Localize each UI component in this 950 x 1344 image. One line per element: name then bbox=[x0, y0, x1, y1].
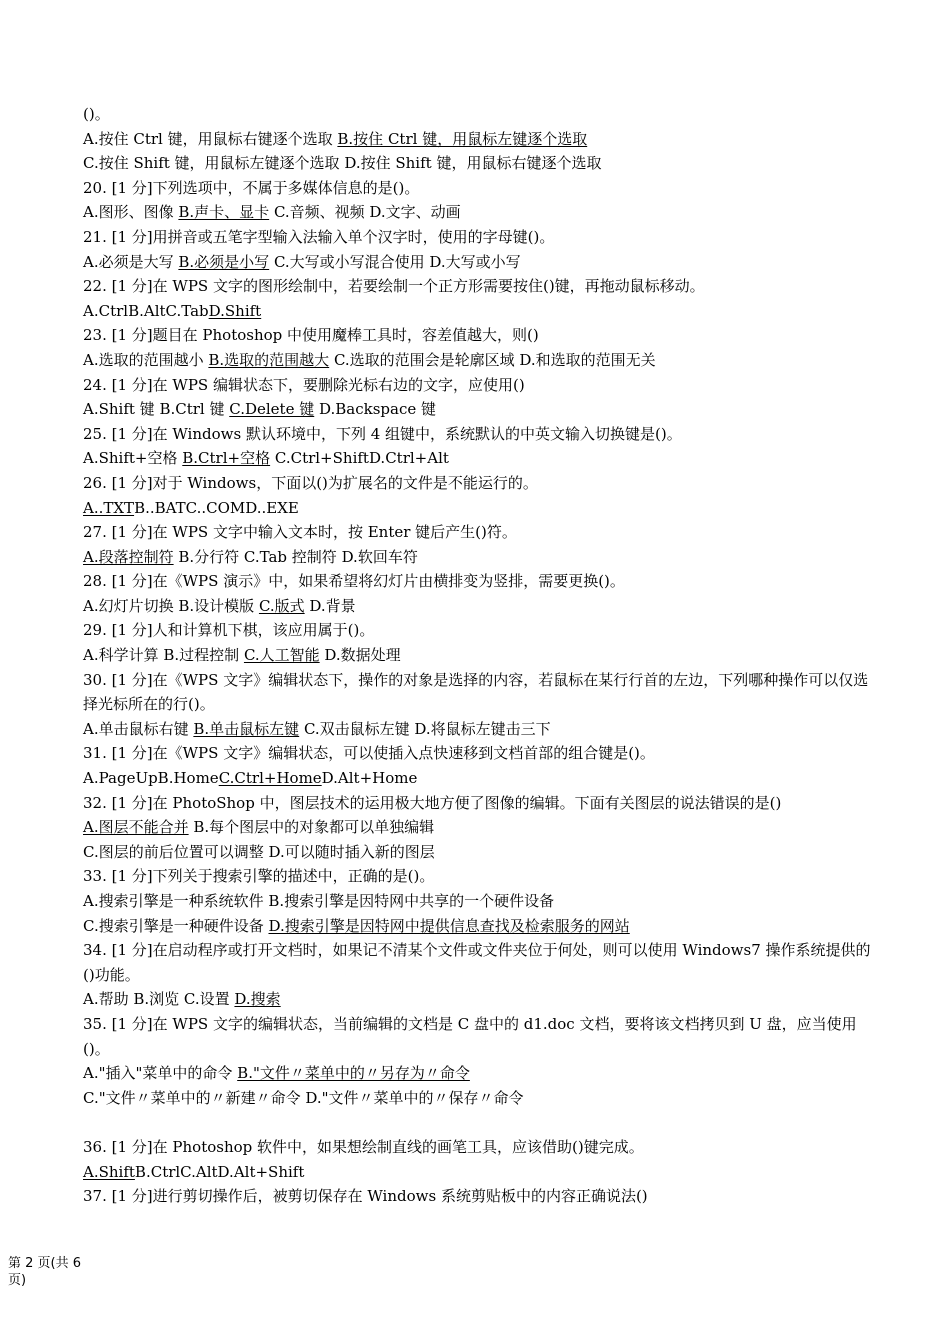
text-line bbox=[83, 102, 873, 127]
text-line bbox=[83, 274, 873, 299]
line-text: 30. [1 分]在《WPS 文字》编辑状态下，操作的对象是选择的内容，若鼠标在某行行首的左边，下列哪种操作可以仅选择光标所在的行()。 bbox=[83, 670, 869, 714]
line-text: 32. [1 分]在 PhotoShop 中，图层技术的运用极大地方便了图像的编辑。下面有关图层的说法错误的是() bbox=[83, 793, 782, 812]
answer-text: B.Ctrl+空格 bbox=[182, 449, 271, 468]
line-text: 27. [1 分]在 WPS 文字中输入文本时，按 Enter 键后产生()符。 bbox=[83, 523, 517, 542]
line-text: D.Alt+Home bbox=[321, 769, 418, 788]
answer-text: C.Delete 键 bbox=[229, 400, 315, 419]
text-line bbox=[83, 914, 873, 939]
line-text: A.单击鼠标右键 bbox=[83, 719, 194, 738]
answer-text: C.人工智能 bbox=[243, 646, 320, 665]
text-line bbox=[83, 643, 873, 668]
text-line bbox=[83, 446, 873, 471]
line-text: 23. [1 分]题目在 Photoshop 中使用魔棒工具时，容差值越大，则() bbox=[83, 326, 539, 345]
text-line bbox=[83, 299, 873, 324]
text-line bbox=[83, 373, 873, 398]
text-line bbox=[83, 225, 873, 250]
answer-text: C.版式 bbox=[258, 596, 305, 615]
page-number-label-continued: 页) bbox=[8, 1273, 27, 1288]
line-text: 34. [1 分]在启动程序或打开文档时，如果记不清某个文件或文件夹位于何处，则可以使用 Windows7 操作系统提供的()功能。 bbox=[83, 941, 871, 984]
text-line bbox=[83, 200, 873, 225]
text-line bbox=[83, 250, 873, 275]
line-text: 21. [1 分]用拼音或五笔字型输入法输入单个汉字时，使用的字母键()。 bbox=[83, 227, 555, 246]
line-text: C."文件〃菜单中的〃新建〃命令 D."文件〃菜单中的〃保存〃命令 bbox=[83, 1088, 524, 1107]
text-line bbox=[83, 545, 873, 570]
line-text: C.搜索引擎是一种硬件设备 bbox=[83, 916, 269, 935]
text-line bbox=[83, 938, 873, 987]
text-line bbox=[83, 594, 873, 619]
line-text: B.每个图层中的对象都可以单独编辑 bbox=[188, 818, 435, 837]
answer-text: B.按住 Ctrl 键，用鼠标左键逐个选取 bbox=[337, 129, 588, 148]
line-text: B.分行符 C.Tab 控制符 D.软回车符 bbox=[173, 547, 418, 566]
line-text: C.图层的前后位置可以调整 D.可以随时插入新的图层 bbox=[83, 842, 435, 861]
answer-text: D.搜索引擎是因特网中提供信息查找及检索服务的网站 bbox=[268, 916, 630, 935]
line-text: C.选取的范围会是轮廓区域 D.和选取的范围无关 bbox=[329, 350, 656, 369]
answer-text: D.Shift bbox=[208, 301, 262, 320]
line-text: C.Ctrl+ShiftD.Ctrl+Alt bbox=[270, 449, 449, 468]
answer-text: A.图层不能合并 bbox=[83, 818, 189, 837]
line-text: B.CtrlC.AltD.Alt+Shift bbox=[134, 1162, 305, 1181]
text-line bbox=[83, 151, 873, 176]
document-body bbox=[83, 102, 873, 1209]
text-line bbox=[83, 348, 873, 373]
line-text: A."插入"菜单中的命令 bbox=[83, 1064, 238, 1083]
answer-text: C.Ctrl+Home bbox=[218, 769, 322, 788]
text-line bbox=[83, 840, 873, 865]
line-text: D.Backspace 键 bbox=[314, 400, 437, 419]
answer-text: B.声卡、显卡 bbox=[178, 203, 270, 222]
text-line bbox=[83, 1086, 873, 1111]
line-text: A.Shift 键 B.Ctrl 键 bbox=[83, 400, 230, 419]
text-line bbox=[83, 1012, 873, 1061]
line-text: 24. [1 分]在 WPS 编辑状态下，要删除光标右边的文字，应使用() bbox=[83, 375, 525, 394]
text-line bbox=[83, 1184, 873, 1209]
line-text: A.选取的范围越小 bbox=[83, 350, 209, 369]
text-line bbox=[83, 127, 873, 152]
line-text: A.图形、图像 bbox=[83, 203, 179, 222]
line-text: C.大写或小写混合使用 D.大写或小写 bbox=[269, 252, 521, 271]
text-line bbox=[83, 987, 873, 1012]
text-line bbox=[83, 815, 873, 840]
line-text: A.必须是大写 bbox=[83, 252, 179, 271]
text-line bbox=[83, 717, 873, 742]
line-text: D.背景 bbox=[304, 596, 356, 615]
line-text: A.CtrlB.AltC.Tab bbox=[83, 301, 209, 320]
line-text: 28. [1 分]在《WPS 演示》中，如果希望将幻灯片由横排变为竖排，需要更换()。 bbox=[83, 572, 625, 591]
answer-text: A.Shift bbox=[83, 1162, 135, 1181]
text-line bbox=[83, 569, 873, 594]
line-text: 26. [1 分]对于 Windows，下面以()为扩展名的文件是不能运行的。 bbox=[83, 473, 538, 492]
blank-line bbox=[83, 1110, 873, 1135]
text-line bbox=[83, 741, 873, 766]
text-line bbox=[83, 889, 873, 914]
line-text: A.按住 Ctrl 键，用鼠标右键逐个选取 bbox=[83, 129, 338, 148]
line-text: A.帮助 B.浏览 C.设置 bbox=[83, 990, 235, 1009]
text-line bbox=[83, 422, 873, 447]
text-line bbox=[83, 1061, 873, 1086]
answer-text: D.搜索 bbox=[234, 990, 281, 1009]
text-line bbox=[83, 1135, 873, 1160]
line-text: 36. [1 分]在 Photoshop 软件中，如果想绘制直线的画笔工具，应该借助()键完成。 bbox=[83, 1137, 644, 1156]
line-text: C.按住 Shift 键，用鼠标左键逐个选取 D.按住 Shift 键，用鼠标右键逐个选取 bbox=[83, 154, 602, 173]
line-text: 25. [1 分]在 Windows 默认环境中，下列 4 组键中，系统默认的中英文输入切换键是()。 bbox=[83, 424, 682, 443]
line-text: 31. [1 分]在《WPS 文字》编辑状态，可以使插入点快速移到文档首部的组合键是()。 bbox=[83, 744, 655, 763]
text-line bbox=[83, 520, 873, 545]
text-line bbox=[83, 864, 873, 889]
line-text: A.科学计算 B.过程控制 bbox=[83, 646, 244, 665]
text-line bbox=[83, 176, 873, 201]
text-line bbox=[83, 766, 873, 791]
text-line bbox=[83, 496, 873, 521]
line-text: 22. [1 分]在 WPS 文字的图形绘制中，若要绘制一个正方形需要按住()键，再拖动鼠标移动。 bbox=[83, 277, 705, 296]
page-footer bbox=[8, 1255, 98, 1289]
answer-text: A..TXT bbox=[83, 498, 135, 517]
text-line bbox=[83, 397, 873, 422]
answer-text: B.选取的范围越大 bbox=[208, 350, 330, 369]
line-text: ()。 bbox=[83, 105, 110, 123]
answer-text: B.必须是小写 bbox=[178, 252, 270, 271]
text-line bbox=[83, 471, 873, 496]
text-line bbox=[83, 323, 873, 348]
line-text: 37. [1 分]进行剪切操作后，被剪切保存在 Windows 系统剪贴板中的内容正确说法() bbox=[83, 1187, 648, 1206]
text-line bbox=[83, 668, 873, 717]
page-number-label: 第 2 页(共 6 bbox=[8, 1256, 82, 1271]
line-text: 35. [1 分]在 WPS 文字的编辑状态，当前编辑的文档是 C 盘中的 d1.doc 文档，要将该文档拷贝到 U 盘，应当使用()。 bbox=[83, 1014, 857, 1058]
text-line bbox=[83, 618, 873, 643]
line-text: C.双击鼠标左键 D.将鼠标左键击三下 bbox=[299, 719, 551, 738]
line-text: 29. [1 分]人和计算机下棋，该应用属于()。 bbox=[83, 621, 375, 640]
text-line bbox=[83, 1160, 873, 1185]
line-text: 20. [1 分]下列选项中，不属于多媒体信息的是()。 bbox=[83, 178, 420, 197]
line-text: A.PageUpB.Home bbox=[83, 769, 219, 788]
line-text: C.音频、视频 D.文字、动画 bbox=[269, 203, 461, 222]
line-text: 33. [1 分]下列关于搜索引擎的描述中，正确的是()。 bbox=[83, 867, 435, 886]
answer-text: A.段落控制符 bbox=[83, 547, 174, 566]
answer-text: B."文件〃菜单中的〃另存为〃命令 bbox=[237, 1064, 470, 1083]
line-text: A.Shift+空格 bbox=[83, 449, 183, 468]
line-text: D.数据处理 bbox=[319, 646, 401, 665]
line-text: A.幻灯片切换 B.设计模版 bbox=[83, 596, 259, 615]
answer-text: B.单击鼠标左键 bbox=[193, 719, 300, 738]
line-text: B..BATC..COMD..EXE bbox=[134, 498, 299, 517]
line-text: A.搜索引擎是一种系统软件 B.搜索引擎是因特网中共享的一个硬件设备 bbox=[83, 892, 555, 910]
text-line bbox=[83, 791, 873, 816]
